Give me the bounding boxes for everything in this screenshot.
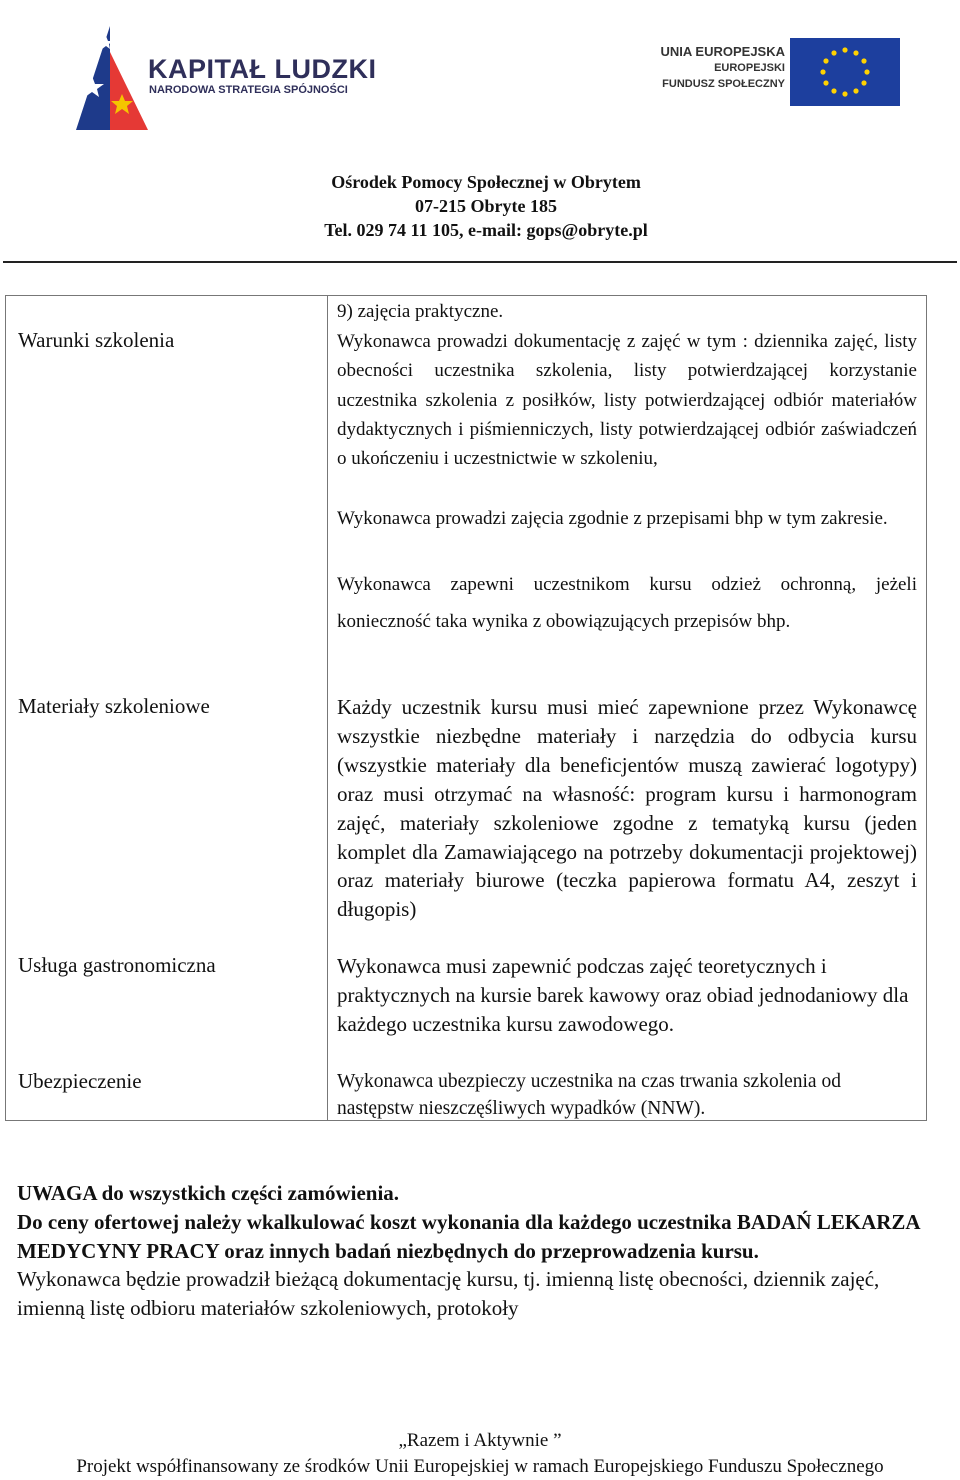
row-text-warunki-2: Wykonawca prowadzi zajęcia zgodnie z przepisami bhp w tym zakresie. (337, 508, 888, 529)
eu-flag-icon (790, 38, 900, 106)
notice-block (17, 1179, 937, 1323)
footer-funding: Projekt współfinansowany ze środków Unii Europejskiej w ramach Europejskiego Funduszu Społecznego (76, 1456, 884, 1477)
row-text-materialy: Każdy uczestnik kursu musi mieć zapewnione przez Wykonawcę wszystkie niezbędne materiały i narzędzia do odbycia kursu (wszystkie materiały dla beneficjentów muszą zawierać logotypy) oraz musi otrzymać na własność: program kursu i harmonogram zajęć, materiały szkoleniowe zgodne z tematyką kursu (jeden komplet dla Zamawiającego na potrzeby dokumentacji projektowej) oraz materiały biurowe (teczka papierowa formatu A4, zeszyt i długopis) (337, 695, 917, 922)
notice-text: Wykonawca będzie prowadził bieżącą dokumentację kursu, tj. imienną listę obecności, dziennik zajęć, imienną listę odbioru materiałów szkoleniowych, protokoły (17, 1267, 880, 1321)
requirements-table (5, 295, 927, 1121)
institution-block (0, 170, 960, 242)
kapital-ludzki-logo (70, 22, 377, 132)
row-label-warunki: Warunki szkolenia (18, 328, 175, 352)
footer-motto: „Razem i Aktywnie ” (398, 1430, 562, 1451)
institution-name: Ośrodek Pomocy Społecznej w Obrytem (331, 172, 641, 192)
column-divider (327, 296, 328, 1120)
institution-address: 07-215 Obryte 185 (415, 196, 557, 216)
header-divider (3, 261, 957, 263)
row-label-gastronomia: Usługa gastronomiczna (18, 953, 216, 977)
ue-line-2: EUROPEJSKI (714, 62, 785, 74)
kapital-ludzki-subtitle: NARODOWA STRATEGIA SPÓJNOŚCI (149, 84, 348, 96)
row-label-ubezpieczenie: Ubezpieczenie (18, 1069, 142, 1093)
ue-line-1: UNIA EUROPEJSKA (660, 44, 785, 59)
row-text-ubezpieczenie: Wykonawca ubezpieczy uczestnika na czas trwania szkolenia od następstw nieszczęśliwych wypadków (NNW). (337, 1071, 841, 1119)
row-text-gastronomia: Wykonawca musi zapewnić podczas zajęć teoretycznych i praktycznych na kursie barek kawowy oraz obiad jednodaniowy dla każdego uczestnika kursu zawodowego. (337, 954, 909, 1036)
row-label-materialy: Materiały szkoleniowe (18, 694, 210, 718)
row-text-warunki-1: Wykonawca prowadzi dokumentację z zajęć w tym : dziennika zajęć, listy obecności uczestnika szkolenia, listy potwierdzającej korzystanie uczestnika szkolenia z posiłków, listy potwierdzającej odbiór materiałów dydaktycznych i piśmienniczych, listy potwierdzającej odbiór zaświadczeń o ukończeniu i uczestnictwie w szkoleniu, (337, 331, 917, 470)
unia-europejska-logo (640, 38, 905, 108)
institution-contact: Tel. 029 74 11 105, e-mail: gops@obryte.pl (324, 220, 648, 240)
kapital-ludzki-title: KAPITAŁ LUDZKI (148, 54, 377, 84)
row-text-warunki-3: Wykonawca zapewni uczestnikom kursu odzież ochronną, jeżeli konieczność taka wynika z obowiązujących przepisów bhp. (337, 574, 917, 632)
ue-line-3: FUNDUSZ SPOŁECZNY (662, 78, 785, 90)
notice-title: UWAGA do wszystkich części zamówienia. (17, 1181, 400, 1205)
kapital-ludzki-emblem-icon (70, 22, 150, 134)
page-footer (0, 1428, 960, 1480)
notice-bold-text: Do ceny ofertowej należy wkalkulować koszt wykonania dla każdego uczestnika BADAŃ LEKARZA MEDYCYNY PRACY oraz innych badań niezbędnych do przeprowadzenia kursu. (17, 1209, 920, 1263)
top-item: 9) zajęcia praktyczne. (337, 301, 504, 322)
